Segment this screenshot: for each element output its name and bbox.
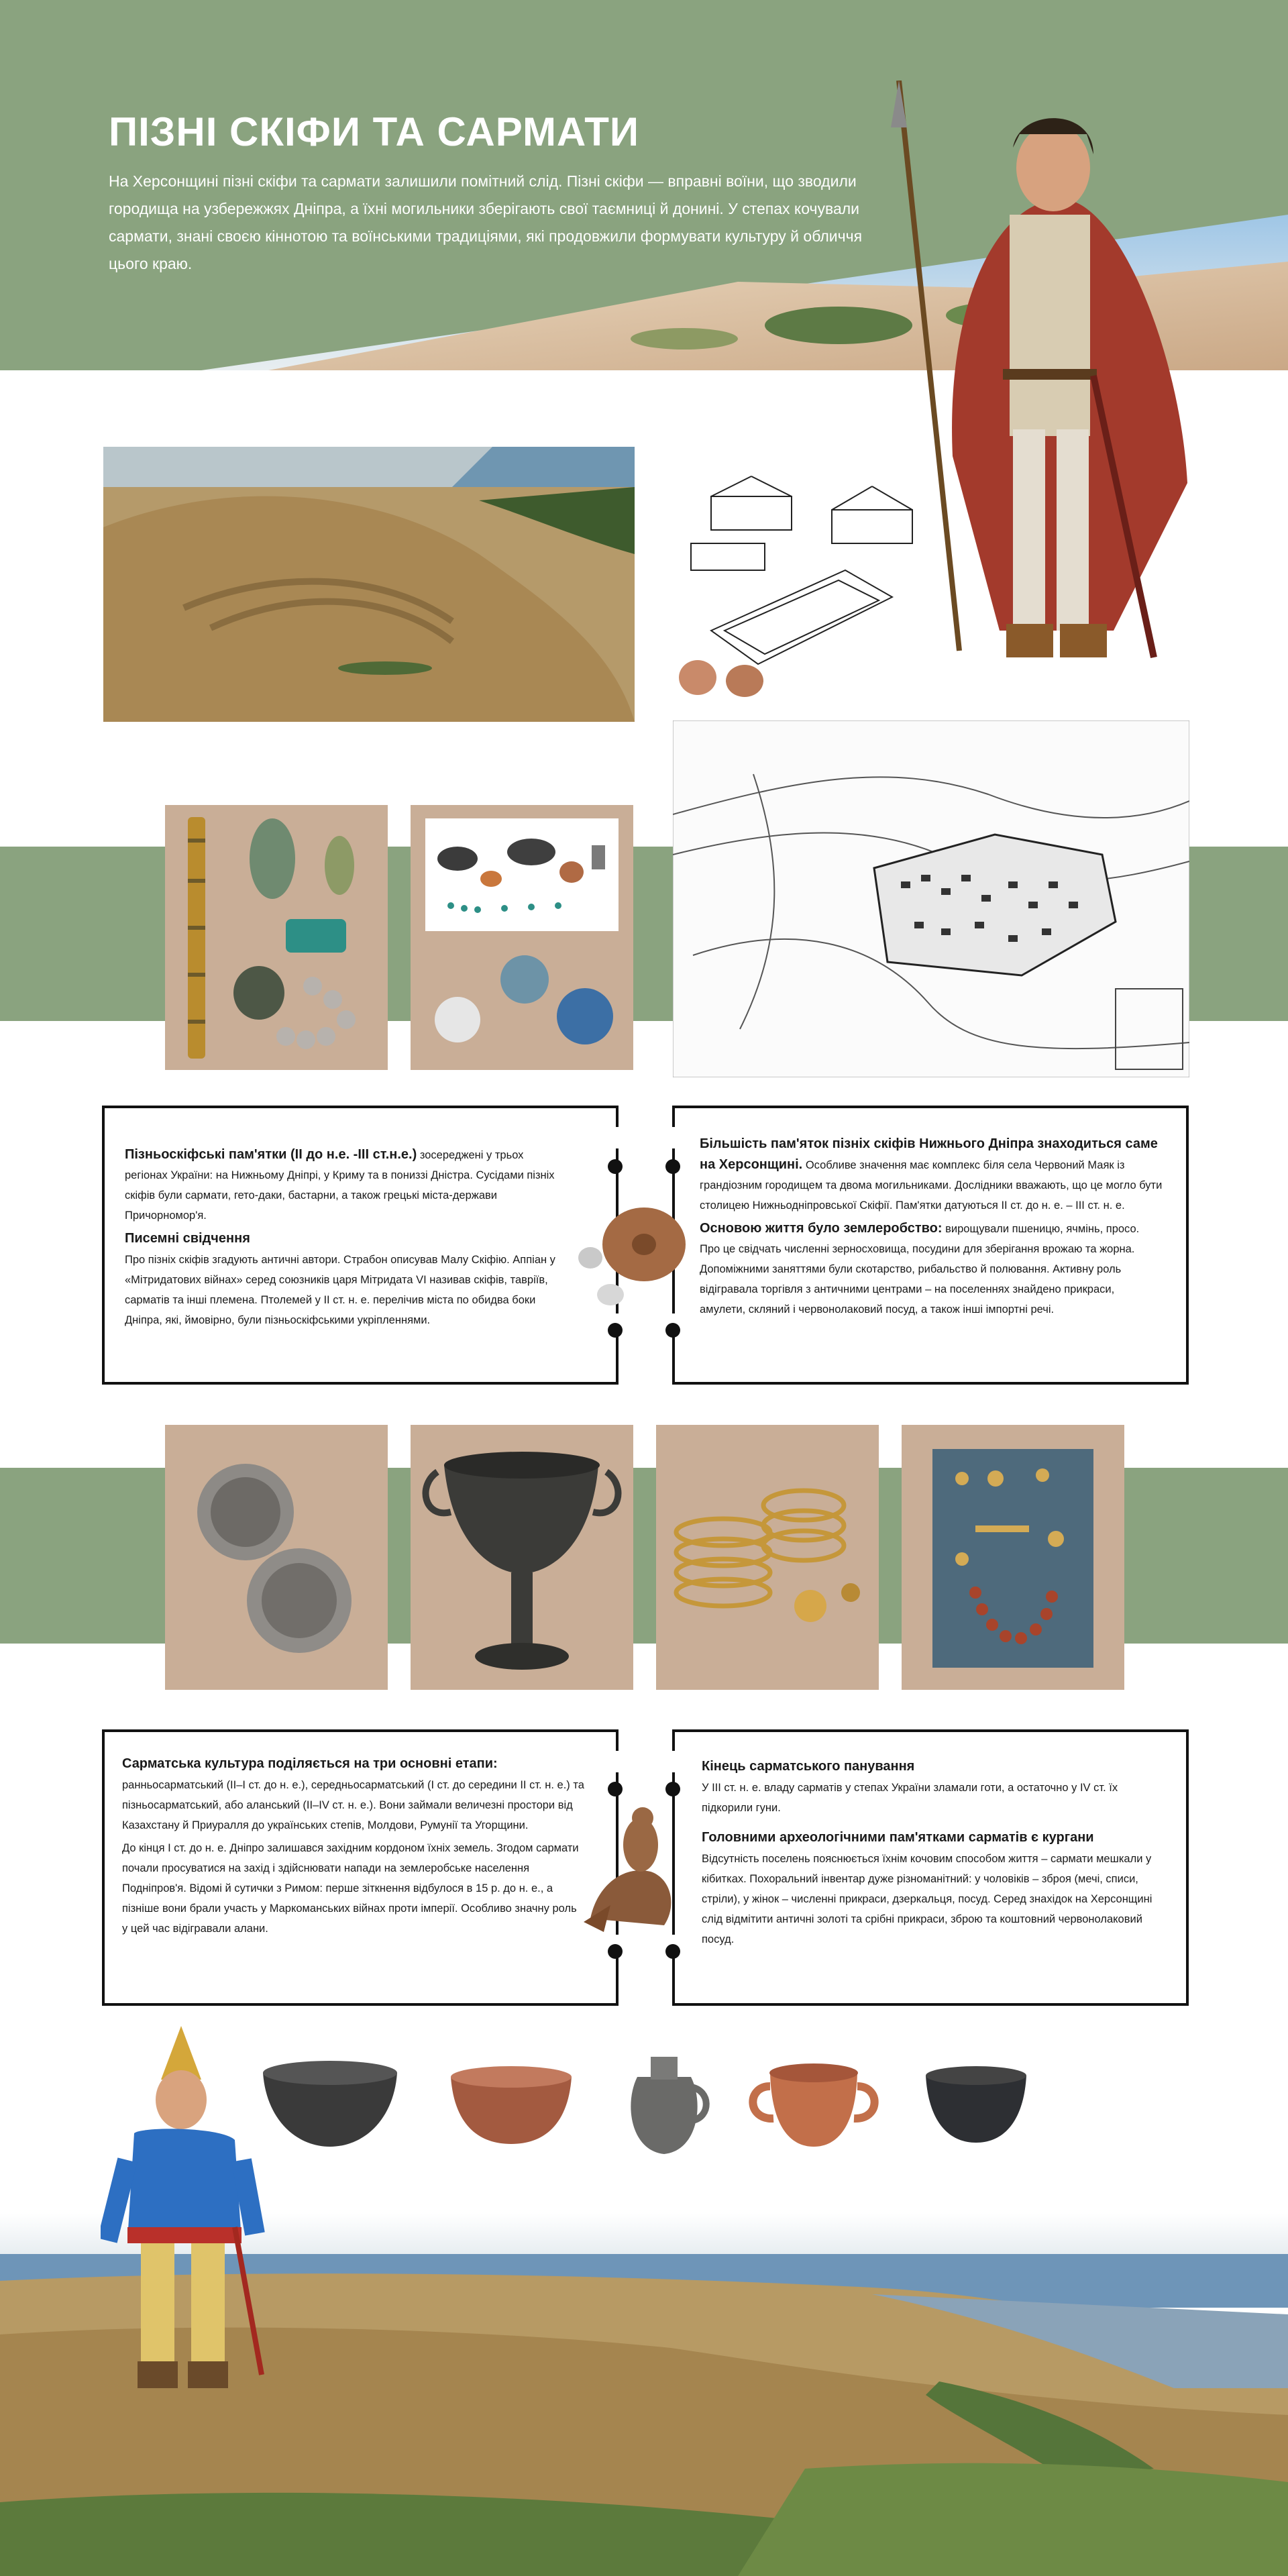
panel-dot [665, 1323, 680, 1338]
clay-figurine-artifact [570, 1805, 684, 1939]
kurgans-text: Відсутність поселень пояснюється їхнім кочовим способом життя – сармати мешкали у кібитках. Похоральний інвентар дуже різноманітний: у чоловіків – зброя (мечі, списи, стріли), у жінок – численні прикраси, дзеркальця, посуд. Серед знахідок на Херсонщині слід відмітити античні золоті та срібні прикраси, зброю та коштовний червонолаковий посуд. [702, 1853, 1152, 1945]
end-of-rule-text: У ІІІ ст. н. е. владу сарматів у степах України зламали готи, а остаточно у ІV ст. їх підкорили гуни. [702, 1782, 1118, 1814]
late-scythian-body: зосереджені у трьох регіонах України: на Нижньому Дніпрі, у Криму та в пониззі Дністра. Сусідами пізніх скіфів були сармати, гето-даки, бастарни, а також грецькі міста-держави Причорномор'я. [125, 1149, 555, 1222]
panel-dot [665, 1159, 680, 1174]
page-intro: На Херсонщині пізні скіфи та сармати залишили помітний слід. Пізні скіфи — вправні воїни, що зводили городища на узбережжях Дніпра, а їхні могильники зберігають свої таємниці й донині. У степах кочували сармати, знані своєю кіннотою та воїнськими традиціями, які продовжили формувати культуру й обличчя цього краю. [109, 172, 863, 272]
panel-dot [665, 1782, 680, 1796]
written-sources-text: Про пізніх скіфів згадують античні автори. Страбон описував Малу Скіфію. Аппіан у «Мітридатових війнах» серед союзників царя Мітридата VI називав скіфів, тавріїв, сарматів та інші племена. Птолемей у ІІ ст. н. е. перелічив міста по обидва боки Дніпра, які, ймовірно, були пізньоскіфськими укріпленнями. [125, 1254, 555, 1326]
hillfort-aerial-photo [103, 447, 635, 722]
lower-dnipro-heading: Більшість пам'яток пізніх скіфів Нижнього Дніпра знаходиться саме на Херсонщині. [700, 1136, 1158, 1172]
artifact-tile-bracelets [656, 1425, 879, 1690]
spindle-whorl-artifact [564, 1194, 698, 1315]
artifact-tile-chalice [411, 1425, 633, 1690]
panel-lower-dnipro-text [700, 1134, 1163, 1322]
page-title: ПІЗНІ СКІФИ ТА САРМАТИ [109, 109, 640, 154]
panel-sarmatian-end-text [702, 1756, 1158, 1952]
panel-dot [608, 1323, 623, 1338]
artifact-tile-amulets [165, 805, 388, 1070]
panel-sarmatian-culture-text [122, 1754, 585, 1941]
late-scythian-lead: Пізньоскіфські пам'ятки (ІІ до н.е. -ІІІ ст.н.е.) [125, 1147, 417, 1162]
artifact-tile-jewelry [902, 1425, 1124, 1690]
black-cup-vessel [919, 2055, 1033, 2149]
artifact-tile-coins [165, 1425, 388, 1690]
black-bowl-vessel [256, 2053, 404, 2153]
sarmatian-expansion-text: До кінця І ст. до н. е. Дніпро залишався західним кордоном їхніх земель. Згодом сармати почали просуватися на захід і здійснювати напади на землеробське населення Подніпров'я. Відомі й сутички з Римом: перше зіткнення відбулося в 15 р. до н. е., а пізніше вони брали участь у Маркоманських війнах проти імперії. Особливо значну роль у цей час відігравали алани. [122, 1842, 579, 1935]
red-kantharos-vessel [743, 2046, 884, 2153]
panel-late-scythian-text [125, 1144, 568, 1333]
agriculture-body: вирощували пшеницю, ячмінь, просо. Про це свідчать численні зерносховища, посудини для зберігання врожаю та жорна. Допоміжними заняттями були скотарство, рибальство й полювання. Активну роль відігравала торгівля з античними центрами – на поселеннях знайдено прикраси, амулети, скляний і червонолаковий посуд, а також інші імпортні речі. [700, 1223, 1140, 1316]
sarmatian-stages-text: ранньосарматський (ІІ–І ст. до н. е.), середньосарматський (І ст. до середини ІІ ст. н. е.) та пізньосарматський, або аланський (ІІ–ІV ст. н. е.). Вони займали величезні простори від Казахстану й Приуралля до українських степів, Молдови, Румунії та Угорщини. [122, 1779, 584, 1831]
artifact-tile-imported-wares [411, 805, 633, 1070]
grey-jug-vessel [617, 2050, 711, 2157]
hillfort-plan-map [673, 720, 1189, 1077]
settlement-reconstruction-sketch [671, 470, 953, 711]
panel-dot [608, 1782, 623, 1796]
panel-dot [608, 1159, 623, 1174]
sarmatian-stages-heading: Сарматська культура поділяється на три основні етапи: [122, 1756, 498, 1771]
sarmatian-warrior-illustration [101, 2026, 275, 2402]
end-of-rule-heading: Кінець сарматського панування [702, 1759, 915, 1774]
kurgans-heading: Головними археологічними пам'ятками сарматів є кургани [702, 1830, 1094, 1845]
panel-dot [665, 1944, 680, 1959]
panel-dot [608, 1944, 623, 1959]
red-bowl-vessel [444, 2057, 578, 2151]
written-sources-heading: Писемні свідчення [125, 1231, 250, 1246]
agriculture-lead: Основою життя було землеробство: [700, 1221, 943, 1236]
lower-dnipro-body: Особливе значення має комплекс біля села Червоний Маяк із грандіозним городищем та двома могильниками. Дослідники вважають, що це могло бути столицею Нижньодніпровської Скіфії. Пам'ятки датуються ІІ ст. до н. е. – ІІІ ст. н. е. [700, 1159, 1163, 1212]
